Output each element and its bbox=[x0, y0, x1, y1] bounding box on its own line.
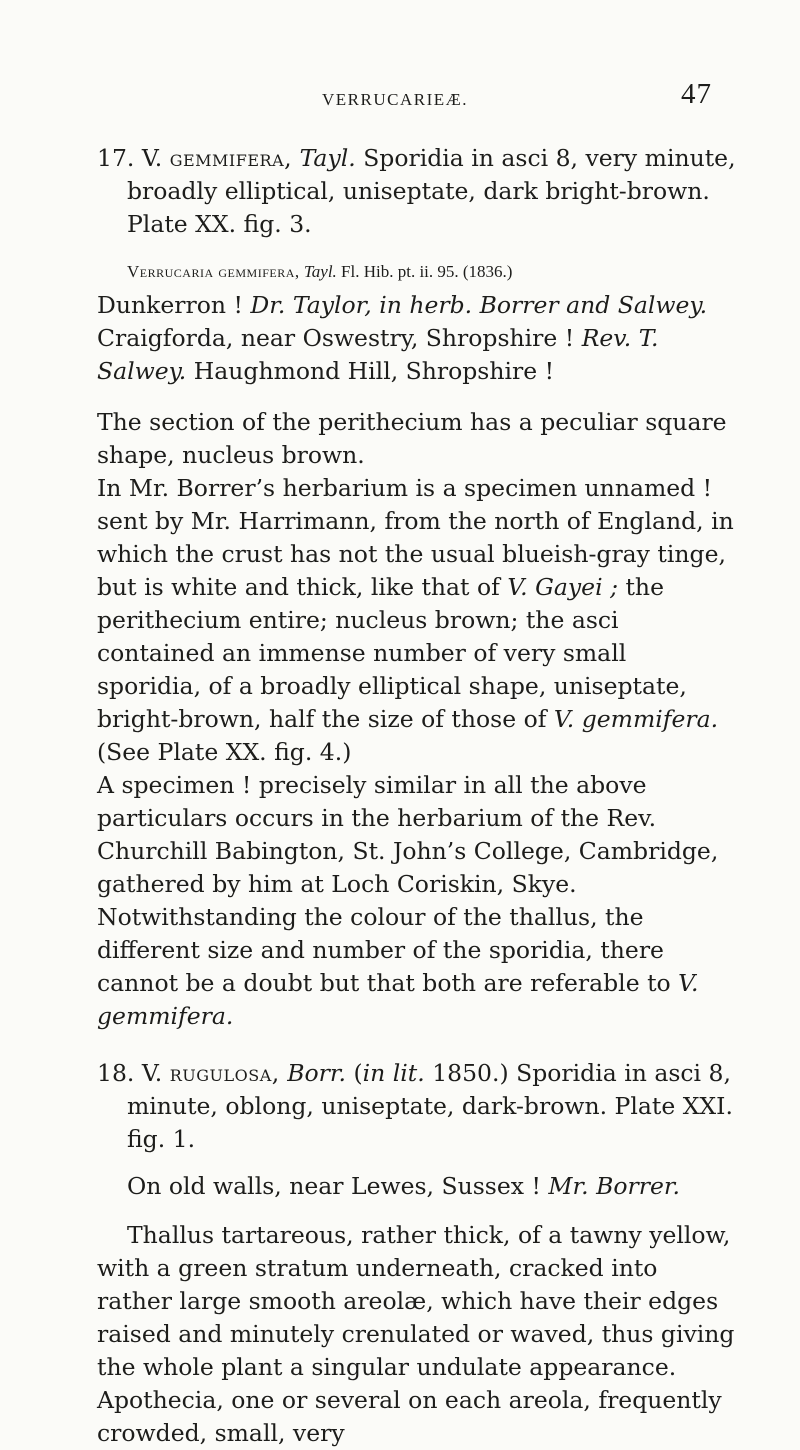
species-authority: Borr. bbox=[287, 1059, 346, 1087]
description-text: A specimen ! precisely similar in all the above particulars occurs in the herbarium of the Rev. Churchill Babington, St. John’s College, Cambridge, gathered by him at Loch Coriskin, Skye. Notwithstanding the colour of the thallus, the different size and number of the sporidia, there cannot be a doubt but that both are referable to bbox=[97, 771, 719, 997]
description-paragraph-2 bbox=[97, 472, 737, 769]
species-17-entry bbox=[97, 142, 737, 241]
species-reference: V. gemmifera. bbox=[553, 705, 719, 733]
synonym-reference: Fl. Hib. pt. ii. 95. (1836.) bbox=[341, 262, 513, 281]
locality: On old walls, near Lewes, Sussex ! bbox=[127, 1172, 541, 1200]
citation: in lit. bbox=[362, 1059, 425, 1087]
running-title: VERRUCARIEÆ. bbox=[322, 90, 468, 109]
page-body bbox=[97, 142, 737, 1450]
plate-reference: (See Plate XX. fig. 4.) bbox=[97, 738, 352, 766]
species-18-locality bbox=[97, 1170, 737, 1203]
species-epithet: gemmifera, bbox=[169, 144, 293, 172]
species-number: 17. bbox=[97, 144, 135, 172]
localities-paragraph bbox=[97, 289, 737, 388]
species-epithet: rugulosa, bbox=[169, 1059, 280, 1087]
genus-abbrev: V. bbox=[141, 144, 163, 172]
species-diagnosis: Sporidia in asci 8, minute, oblong, uniseptate, dark-brown. Plate XXI. fig. 1. bbox=[127, 1059, 733, 1153]
genus-abbrev: V. bbox=[141, 1059, 163, 1087]
species-diagnosis: Sporidia in asci 8, very minute, broadly elliptical, uniseptate, dark bright-brown. Plate XX. fig. 3. bbox=[127, 144, 736, 238]
page-header bbox=[0, 72, 800, 112]
description-paragraph-1: The section of the perithecium has a peculiar square shape, nucleus brown. bbox=[97, 408, 727, 469]
synonym-name: Verrucaria gemmifera, bbox=[127, 262, 300, 281]
synonym-line bbox=[97, 259, 737, 285]
description-paragraph-3 bbox=[97, 769, 737, 1033]
species-18-description: Thallus tartareous, rather thick, of a tawny yellow, with a green stratum underneath, cracked into rather large smooth areolæ, which have their edges raised and minutely crenulated or waved, thus giving the whole plant a singular undulate appearance. Apothecia, one or several on each areola, frequently crowded, small, very bbox=[97, 1221, 735, 1447]
locality-1: Dunkerron ! bbox=[97, 291, 243, 319]
species-reference: V. gemmifera. bbox=[97, 969, 699, 1030]
citation-year: 1850.) bbox=[432, 1059, 509, 1087]
description-text: the perithecium entire; nucleus brown; the asci contained an immense number of very small sporidia, of a broadly elliptical shape, uniseptate, bright-brown, half the size of those of bbox=[97, 573, 687, 733]
description-text: In Mr. Borrer’s herbarium is a specimen unnamed ! sent by Mr. Harrimann, from the north of England, in which the crust has not the usual blueish-gray tinge, but is white and thick, like that of bbox=[97, 474, 734, 601]
synonym-authority: Tayl. bbox=[303, 262, 337, 281]
species-number: 18. bbox=[97, 1059, 135, 1087]
collector-2: Rev. T. Salwey. bbox=[97, 324, 659, 385]
species-reference: V. Gayei ; bbox=[507, 573, 618, 601]
species-authority: Tayl. bbox=[299, 144, 356, 172]
collector: Mr. Borrer. bbox=[548, 1172, 680, 1200]
collector-1: Dr. Taylor, in herb. Borrer and Salwey. bbox=[250, 291, 708, 319]
page-number: 47 bbox=[681, 78, 712, 110]
locality-2: Craigforda, near Oswestry, Shropshire ! bbox=[97, 324, 575, 352]
locality-3: Haughmond Hill, Shropshire ! bbox=[193, 357, 555, 385]
species-18-entry: 18. V. rugulosa, Borr. (in lit. 1850.) Sporidia in asci 8, minute, oblong, uniseptate, dark-brown. Plate XXI. fig. 1. bbox=[97, 1059, 733, 1153]
